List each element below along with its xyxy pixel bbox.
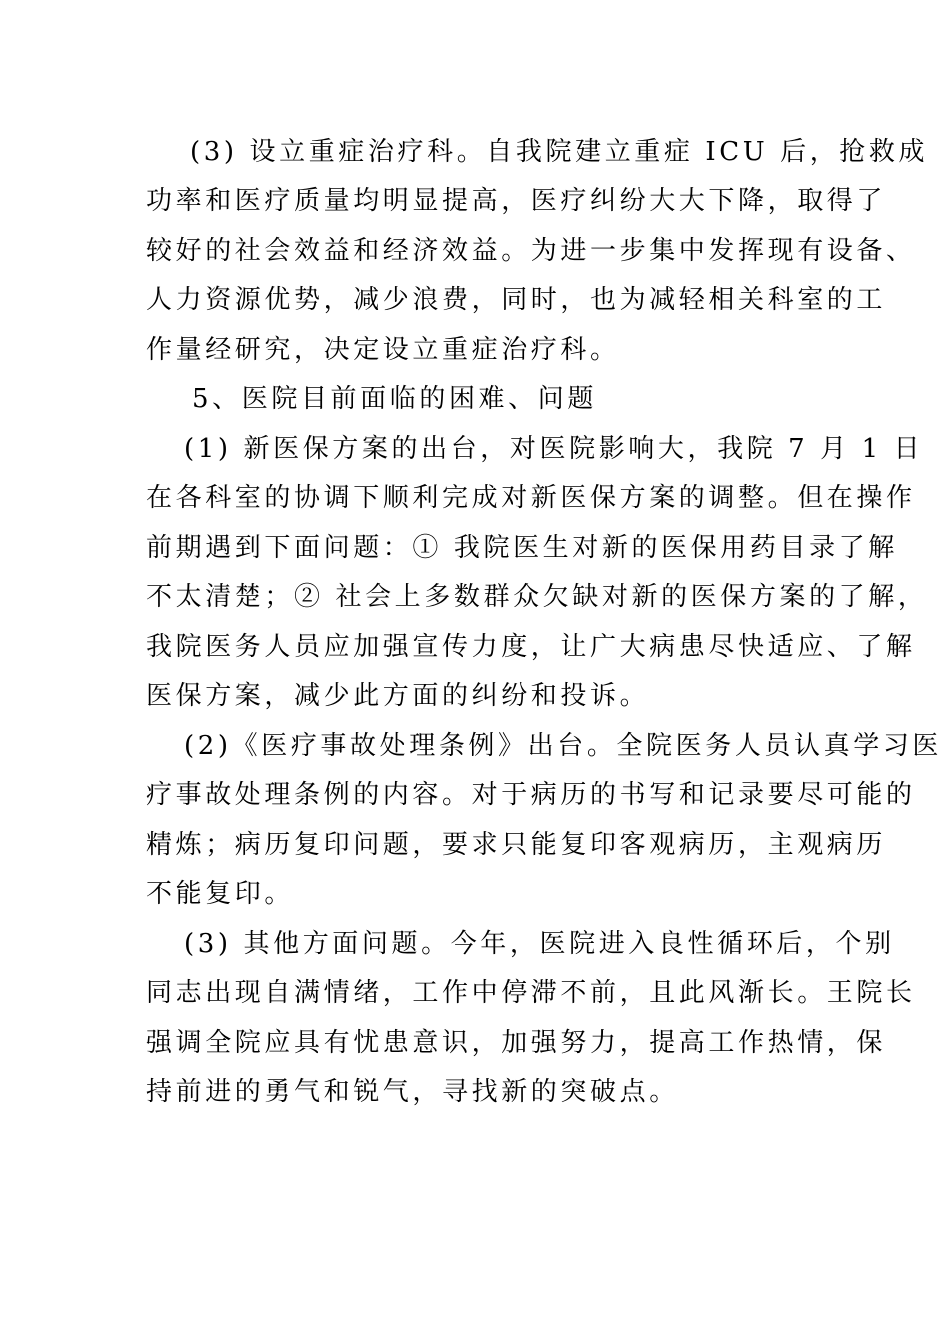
paragraph-line: (1) 新医保方案的出台，对医院影响大，我院 7 月 1 日 — [184, 434, 924, 464]
paragraph-line: (2)《医疗事故处理条例》出台。全院医务人员认真学习医 — [184, 731, 943, 761]
paragraph-line: (3) 其他方面问题。今年，医院进入良性循环后，个别 — [184, 929, 895, 959]
paragraph-line: 人力资源优势，减少浪费，同时，也为减轻相关科室的工 — [146, 285, 887, 315]
paragraph-line: 我院医务人员应加强宣传力度，让广大病患尽快适应、了解 — [146, 632, 916, 662]
paragraph-line: 医保方案，减少此方面的纠纷和投诉。 — [146, 681, 650, 711]
paragraph-line: 在各科室的协调下顺利完成对新医保方案的调整。但在操作 — [146, 483, 916, 513]
section-heading: 5、医院目前面临的困难、问题 — [192, 384, 597, 414]
paragraph-line: 疗事故处理条例的内容。对于病历的书写和记录要尽可能的 — [146, 780, 916, 810]
paragraph-line: 同志出现自满情绪，工作中停滞不前，且此风渐长。王院长 — [146, 978, 916, 1008]
paragraph-line: 较好的社会效益和经济效益。为进一步集中发挥现有设备、 — [146, 236, 916, 266]
paragraph-line: 持前进的勇气和锐气，寻找新的突破点。 — [146, 1077, 679, 1107]
paragraph-line: 前期遇到下面问题：① 我院医生对新的医保用药目录了解 — [146, 533, 898, 563]
paragraph-line: 作量经研究，决定设立重症治疗科。 — [146, 335, 620, 365]
paragraph-line: 精炼；病历复印问题，要求只能复印客观病历，主观病历 — [146, 830, 887, 860]
paragraph-line: 不太清楚；② 社会上多数群众欠缺对新的医保方案的了解， — [146, 582, 928, 612]
paragraph-line: (3) 设立重症治疗科。自我院建立重症 ICU 后，抢救成 — [190, 137, 929, 167]
paragraph-line: 功率和医疗质量均明显提高，医疗纠纷大大下降，取得了 — [146, 186, 887, 216]
paragraph-line: 强调全院应具有忧患意识，加强努力，提高工作热情，保 — [146, 1028, 887, 1058]
paragraph-line: 不能复印。 — [146, 879, 295, 909]
